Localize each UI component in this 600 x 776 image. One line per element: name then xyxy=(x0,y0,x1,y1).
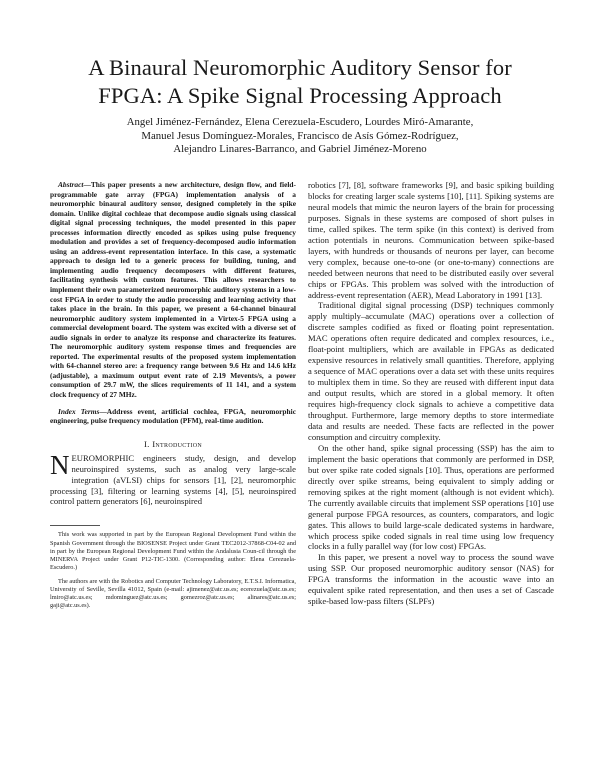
intro-caps: EUROMORPHIC xyxy=(71,452,135,463)
drop-cap: N xyxy=(50,449,70,480)
author-list xyxy=(40,116,560,157)
section-title: Introduction xyxy=(152,438,203,449)
body-paragraph: On the other hand, spike signal processing (SSP) has the aim to implement the basic operations that commonly are performed in DSP, but over spike rate coded signals [10]. Thus, operations are performed directly over spike streams, being equivalent to simply adding or removing spikes at the right moment (although is not evident which). The currently available circuits that implement SSP operations [10] use general purpose FPGA resources, as counters, comparators, and logic gates. This allows to build large-scale dedicated systems in hardware, which process spike coded signals in real time using low frequency clocks in a fully parallel way (for low cost) FPGAs. xyxy=(308,442,554,552)
left-column xyxy=(50,180,296,616)
title-line-1: A Binaural Neuromorphic Auditory Sensor for xyxy=(88,55,512,80)
paper-title xyxy=(40,54,560,110)
abstract xyxy=(50,180,296,400)
index-terms-label: Index Terms xyxy=(58,406,100,416)
author-line: Alejandro Linares-Barranco, and Gabriel Jiménez-Moreno xyxy=(173,143,427,156)
index-terms xyxy=(50,407,296,426)
footnote-funding: This work was supported in part by the European Regional Development Fund within the Spanish Government through the BIOSENSE Project under Grant TEC2012-37868-C04-02 and in part by the European Regional Development Fund within the Andalusia Coun-cil through the MINERVA Project under Grant P12-TIC-1300. (Corresponding author: Elena Cerezuela-Escudero.) xyxy=(50,531,296,571)
title-line-2: FPGA: A Spike Signal Processing Approach xyxy=(98,83,502,108)
section-heading xyxy=(50,439,296,449)
index-terms-text: —Address event, artificial cochlea, FPGA, neuromorphic engineering, pulse frequency modulation (PFM), real-time audition. xyxy=(50,406,296,426)
abstract-text: —This paper presents a new architecture, design flow, and field-programmable gate array (FPGA) implementation analysis of a neuromorphic binaural auditory sensor, designed completely in the spike domain. Unlike digital cochleae that decompose audio signals using classical digital signal processing techniques, the model presented in this paper processes information directly encoded as spikes using pulse frequency modulation and provides a set of frequency-decomposed audio information using an address-event representation interface. In this case, a systematic approach to design led to a generic process for building, tuning, and implementing audio frequency decomposers with different features, facilitating synthesis with custom features. This allows researchers to implement their own parameterized neuromorphic auditory systems in a low-cost FPGA in order to study the audio processing and learning activity that takes place in the brain. In this paper, we present a 64-channel binaural neuromorphic auditory system implemented in a Virtex-5 FPGA using a commercial development board. The system was excited with a diverse set of audio signals in order to analyze its response and characterize its features. The neuromorphic auditory system response times and frequencies are reported. The experimental results of the proposed system implementation with 64-channel stereo are: a frequency range between 9.6 Hz and 14.6 kHz (adjustable), a maximum output event rate of 2.19 Mevents/s, a power consumption of 29.7 mW, the slices requirements of 11 141, and a system clock frequency of 27 MHz. xyxy=(50,180,296,400)
footnote-divider xyxy=(50,525,100,526)
footnote-affiliation: The authors are with the Robotics and Computer Technology Laboratory, E.T.S.I. Informatica, University of Seville, Sevilla 41012, Spain (e-mail: ajimenez@atc.us.es; ecerezuela@atc.us.es; lmiro@atc.us.es; mdominguez@atc.us.es; gomezroz@atc.us.es; alinares@atc.us.es; gaji@atc.us.es). xyxy=(50,577,296,610)
abstract-label: Abstract xyxy=(58,180,84,189)
author-line: Angel Jiménez-Fernández, Elena Cerezuela-Escudero, Lourdes Miró-Amarante, xyxy=(126,116,474,128)
body-paragraph: Traditional digital signal processing (DSP) techniques commonly apply multiply–accumulate (MAC) operations over a collection of discrete samples codified as fixed or floating point representation. MAC operations often require dedicated and complex resources, i.e., float-point multipliers, which are available in FPGAs as dedicated expensive resources in relatively small quantities. Therefore, applying a sequence of MAC operations over a data set with these units requires to multiplex them in time. So they are reused with different input data and output results, which are stored in a global memory. It often requires high-frequency clock signals to achieve a competitive data throughput. Furthermore, large memory depths to store intermediate data and results are needed. These facts are reflected in the power consumption and circuitry complexity. xyxy=(308,300,554,442)
right-column xyxy=(308,180,554,607)
author-line: Manuel Jesus Domínguez-Morales, Francisco de Asís Gómez-Rodríguez, xyxy=(141,129,459,142)
section-numeral: I. xyxy=(143,438,153,449)
intro-text: engineers study, design, and develop neuroinspired systems, such as analog very large-scale integration (aVLSI) chips for sensors [1], [2], neuromorphic processing [3], filtering or learning systems [4], [5], neuroinspired control pattern generators [6], neuroinspired xyxy=(50,452,296,507)
body-paragraph: robotics [7], [8], software frameworks [9], and basic spiking building blocks for creating larger scale systems [10], [11]. Spiking systems are neural models that mimic the neuron layers of the brain for processing purposes. Signals in these systems are composed of short pulses in time, called spikes. The term spike (in this context) is derived from action potentials in neurons. Communication between spike-based layers, with hundreds or thousands of neurons per layer, can become very complex, because one-to-one (or one-to-many) connections are needed between neurons that need to be distributed easily over several chips or FPGAs. This problem was solved with the introduction of address-event representation (AER), Mead Laboratory in 1991 [13]. xyxy=(308,180,554,300)
body-paragraph: In this paper, we present a novel way to process the sound wave using SSP. Our proposed neuromorphic auditory sensor (NAS) for FPGA transforms the information in the acoustic wave into an equivalent spike rated representation, and then uses a set of Cascade spike-based low-pass filters (SLPFs) xyxy=(308,552,554,607)
intro-paragraph xyxy=(50,449,296,508)
